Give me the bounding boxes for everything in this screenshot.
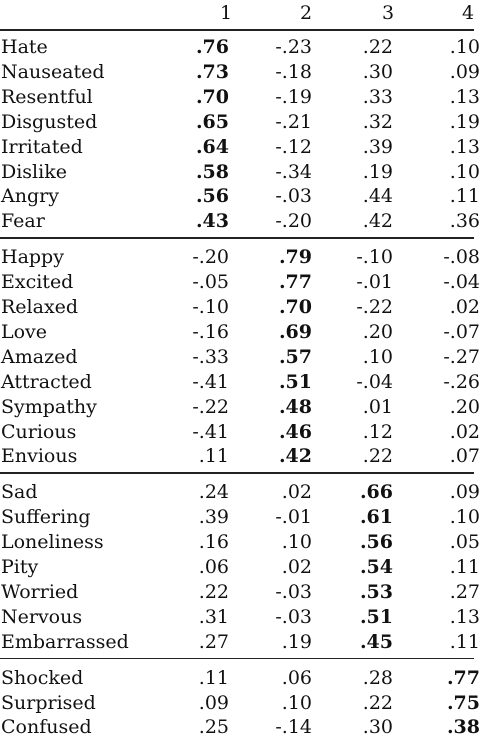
loading-cell: -.33 xyxy=(192,345,229,368)
loading-cell: .61 xyxy=(359,506,393,529)
loading-cell: .02 xyxy=(281,556,312,578)
loading-cell: .13 xyxy=(449,605,480,628)
loading-cell: .75 xyxy=(446,691,480,714)
loading-cell: -.10 xyxy=(192,296,229,318)
loading-cell: -.07 xyxy=(443,320,480,343)
loading-cell: .13 xyxy=(449,85,480,108)
table-row xyxy=(0,481,480,506)
table-row xyxy=(0,716,480,741)
row-label: Fear xyxy=(1,210,45,233)
loading-cell: -.04 xyxy=(443,271,480,294)
table-row xyxy=(0,160,480,186)
table-row xyxy=(0,630,480,656)
loading-cell: -.22 xyxy=(192,395,229,418)
loading-cell: -.10 xyxy=(356,246,393,269)
loading-cell: .56 xyxy=(195,185,229,208)
loading-cell: .12 xyxy=(362,420,393,443)
row-label: Pity xyxy=(1,556,39,578)
loading-cell: .70 xyxy=(195,85,229,108)
loading-cell: -.23 xyxy=(275,36,312,58)
row-label: Angry xyxy=(1,185,59,208)
table-row xyxy=(0,666,480,692)
loading-cell: .10 xyxy=(362,345,393,368)
loading-cell: .48 xyxy=(278,395,312,418)
row-label: Attracted xyxy=(1,370,92,393)
column-header-1: 1 xyxy=(220,2,233,24)
loading-cell: .22 xyxy=(362,445,393,468)
table-row xyxy=(0,246,480,271)
loading-cell: .16 xyxy=(198,531,229,554)
table-row xyxy=(0,691,480,717)
loading-cell: -.21 xyxy=(275,110,312,133)
loading-cell: .30 xyxy=(362,60,393,83)
loading-cell: .10 xyxy=(449,36,480,58)
loading-cell: .54 xyxy=(359,556,393,578)
row-label: Surprised xyxy=(1,691,96,714)
loading-cell: .79 xyxy=(278,246,312,269)
loading-cell: .42 xyxy=(362,210,393,233)
loading-cell: .20 xyxy=(362,320,393,343)
row-label: Loneliness xyxy=(1,531,104,554)
loading-cell: .10 xyxy=(449,160,480,183)
loading-cell: .45 xyxy=(359,630,393,653)
loading-cell: .38 xyxy=(446,716,480,739)
loading-cell: .05 xyxy=(449,531,480,554)
loading-cell: -.05 xyxy=(192,271,229,294)
table-row xyxy=(0,296,480,321)
loading-cell: -.03 xyxy=(275,185,312,208)
loading-cell: .11 xyxy=(449,185,480,208)
loading-cell: .77 xyxy=(278,271,312,294)
loading-cell: .13 xyxy=(449,135,480,158)
loading-cell: .11 xyxy=(198,666,229,689)
loading-cell: -.04 xyxy=(356,370,393,393)
row-label: Disgusted xyxy=(1,110,98,133)
row-label: Envious xyxy=(1,445,78,468)
table-row xyxy=(0,370,480,396)
row-label: Nauseated xyxy=(1,60,105,83)
loading-cell: -.12 xyxy=(275,135,312,158)
loading-cell: .19 xyxy=(362,160,393,183)
loading-cell: .22 xyxy=(362,691,393,714)
loading-cell: .44 xyxy=(362,185,393,208)
loading-cell: .76 xyxy=(195,36,229,58)
table-row xyxy=(0,36,480,61)
row-label: Confused xyxy=(1,716,92,739)
column-header-3: 3 xyxy=(382,2,395,24)
table-row xyxy=(0,580,480,606)
group-divider-rule xyxy=(0,237,474,239)
loading-cell: -.34 xyxy=(275,160,312,183)
loading-cell: .07 xyxy=(449,445,480,468)
loading-cell: -.20 xyxy=(192,246,229,269)
table-row xyxy=(0,185,480,210)
loading-cell: .02 xyxy=(281,481,312,504)
loading-cell: .25 xyxy=(198,716,229,739)
table-row xyxy=(0,271,480,296)
row-label: Shocked xyxy=(1,666,84,689)
loading-cell: -.41 xyxy=(192,370,229,393)
table-row xyxy=(0,345,480,371)
loading-cell: .57 xyxy=(278,345,312,368)
loading-cell: .11 xyxy=(198,445,229,468)
loading-cell: -.01 xyxy=(356,271,393,294)
row-label: Love xyxy=(1,320,48,343)
row-label: Dislike xyxy=(1,160,67,183)
table-header xyxy=(0,0,474,28)
row-label: Sympathy xyxy=(1,395,97,418)
loading-cell: .31 xyxy=(198,605,229,628)
table-row xyxy=(0,531,480,556)
table-row xyxy=(0,210,480,235)
loading-cell: .39 xyxy=(198,506,229,529)
loading-cell: .36 xyxy=(449,210,480,233)
row-label: Resentful xyxy=(1,85,93,108)
row-label: Relaxed xyxy=(1,296,79,318)
table-row xyxy=(0,60,480,86)
loading-cell: .32 xyxy=(362,110,393,133)
table-row xyxy=(0,605,480,631)
row-label: Excited xyxy=(1,271,74,294)
table-row xyxy=(0,395,480,421)
loading-cell: .09 xyxy=(198,691,229,714)
loading-cell: .27 xyxy=(198,630,229,653)
loading-cell: .51 xyxy=(359,605,393,628)
loading-cell: .43 xyxy=(195,210,229,233)
row-label: Suffering xyxy=(1,506,91,529)
loading-cell: .06 xyxy=(198,556,229,578)
loading-cell: -.03 xyxy=(275,605,312,628)
table-row xyxy=(0,420,480,446)
loading-cell: .02 xyxy=(449,296,480,318)
row-label: Amazed xyxy=(1,345,78,368)
loading-cell: -.14 xyxy=(275,716,312,739)
column-header-4: 4 xyxy=(462,2,475,24)
group-divider-rule xyxy=(0,658,474,660)
loading-cell: .64 xyxy=(195,135,229,158)
loading-cell: -.16 xyxy=(192,320,229,343)
column-header-2: 2 xyxy=(300,2,313,24)
loading-cell: -.22 xyxy=(356,296,393,318)
loading-cell: .19 xyxy=(449,110,480,133)
loading-cell: .42 xyxy=(278,445,312,468)
loading-cell: .65 xyxy=(195,110,229,133)
loading-cell: -.03 xyxy=(275,580,312,603)
loading-cell: .06 xyxy=(281,666,312,689)
row-label: Sad xyxy=(1,481,38,504)
row-label: Curious xyxy=(1,420,77,443)
loading-cell: .20 xyxy=(449,395,480,418)
loading-cell: -.19 xyxy=(275,85,312,108)
loading-cell: .53 xyxy=(359,580,393,603)
table-row xyxy=(0,110,480,136)
loading-cell: .24 xyxy=(198,481,229,504)
loading-cell: .01 xyxy=(362,395,393,418)
loading-cell: -.26 xyxy=(443,370,480,393)
loading-cell: -.18 xyxy=(275,60,312,83)
group-divider-rule xyxy=(0,472,474,474)
loading-cell: .09 xyxy=(449,481,480,504)
table-row xyxy=(0,85,480,111)
loading-cell: .51 xyxy=(278,370,312,393)
loading-cell: .33 xyxy=(362,85,393,108)
row-label: Nervous xyxy=(1,605,83,628)
loading-cell: .22 xyxy=(362,36,393,58)
loading-cell: .22 xyxy=(198,580,229,603)
loading-cell: -.27 xyxy=(443,345,480,368)
header-rule xyxy=(0,29,474,31)
loading-cell: .58 xyxy=(195,160,229,183)
loading-cell: .02 xyxy=(449,420,480,443)
row-label: Hate xyxy=(1,36,48,58)
loading-cell: .11 xyxy=(449,556,480,578)
loading-cell: .70 xyxy=(278,296,312,318)
loading-cell: .69 xyxy=(278,320,312,343)
table-row xyxy=(0,135,480,161)
loading-cell: .27 xyxy=(449,580,480,603)
table-row xyxy=(0,445,480,470)
loading-cell: .46 xyxy=(278,420,312,443)
loading-cell: .09 xyxy=(449,60,480,83)
row-label: Irritated xyxy=(1,135,83,158)
loading-cell: .66 xyxy=(359,481,393,504)
loading-cell: -.01 xyxy=(275,506,312,529)
loading-cell: .39 xyxy=(362,135,393,158)
table-row xyxy=(0,320,480,346)
loading-cell: .56 xyxy=(359,531,393,554)
row-label: Happy xyxy=(1,246,64,269)
loading-cell: .10 xyxy=(449,506,480,529)
loading-cell: .28 xyxy=(362,666,393,689)
table-row xyxy=(0,506,480,531)
loading-cell: .19 xyxy=(281,630,312,653)
table-row xyxy=(0,556,480,581)
loading-cell: .77 xyxy=(446,666,480,689)
loading-cell: .73 xyxy=(195,60,229,83)
loading-cell: .10 xyxy=(281,691,312,714)
loading-cell: -.41 xyxy=(192,420,229,443)
loading-cell: -.20 xyxy=(275,210,312,233)
loading-cell: .30 xyxy=(362,716,393,739)
loading-cell: .10 xyxy=(281,531,312,554)
row-label: Embarrassed xyxy=(1,630,129,653)
loading-cell: -.08 xyxy=(443,246,480,269)
row-label: Worried xyxy=(1,580,79,603)
loading-cell: .11 xyxy=(449,630,480,653)
